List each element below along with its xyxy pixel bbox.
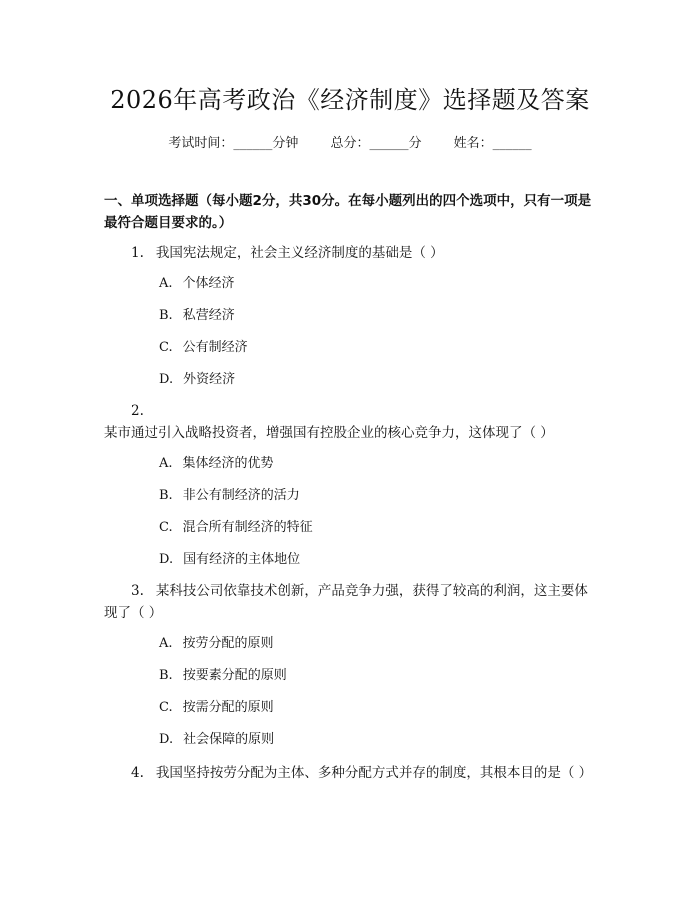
option-text: 个体经济	[182, 276, 235, 291]
question-stem: 我国坚持按劳分配为主体、多种分配方式并存的制度，其根本目的是（ ）	[155, 765, 593, 781]
question-2-option-d	[159, 550, 300, 570]
question-number: 1.	[131, 245, 144, 261]
option-text: 按劳分配的原则	[182, 636, 274, 651]
option-text: 按需分配的原则	[182, 700, 274, 715]
question-1-option-c	[159, 338, 248, 358]
question-stem: 某市通过引入战略投资者，增强国有控股企业的核心竞争力，这体现了（ ）	[104, 425, 554, 441]
question-1-option-b	[159, 306, 235, 326]
question-number: 3.	[131, 583, 144, 599]
total-score-field: 总分：______分	[330, 136, 422, 151]
question-3-option-b	[159, 666, 287, 686]
question-3	[104, 580, 600, 624]
question-4	[104, 762, 600, 784]
question-2-option-c	[159, 518, 313, 538]
option-letter: D.	[159, 372, 174, 387]
option-letter: D.	[159, 552, 174, 567]
option-letter: B.	[159, 308, 173, 323]
exam-time-field: 考试时间：______分钟	[168, 136, 299, 151]
question-number: 2.	[131, 403, 144, 419]
student-name-field: 姓名：______	[453, 136, 532, 151]
option-text: 私营经济	[182, 308, 235, 323]
option-letter: C.	[159, 700, 173, 715]
question-stem: 我国宪法规定，社会主义经济制度的基础是（ ）	[155, 245, 444, 261]
option-text: 社会保障的原则	[183, 732, 275, 747]
question-1-option-a	[159, 274, 235, 294]
option-text: 混合所有制经济的特征	[182, 520, 313, 535]
question-3-option-c	[159, 698, 274, 718]
option-text: 国有经济的主体地位	[183, 552, 301, 567]
option-letter: B.	[159, 668, 173, 683]
question-3-option-a	[159, 634, 274, 654]
option-letter: D.	[159, 732, 174, 747]
section-heading: 一、单项选择题（每小题2分，共30分。在每小题列出的四个选项中，只有一项是最符合题目要求的。）	[104, 193, 592, 231]
option-letter: C.	[159, 520, 173, 535]
question-1	[104, 242, 600, 264]
option-text: 按要素分配的原则	[182, 668, 287, 683]
question-2	[104, 400, 600, 444]
option-letter: A.	[159, 636, 173, 651]
option-text: 非公有制经济的活力	[182, 488, 300, 503]
question-number: 4.	[131, 765, 144, 781]
question-2-option-a	[159, 454, 274, 474]
option-text: 集体经济的优势	[182, 456, 274, 471]
option-letter: C.	[159, 340, 173, 355]
option-letter: B.	[159, 488, 173, 503]
question-2-option-b	[159, 486, 300, 506]
document-title: 2026年高考政治《经济制度》选择题及答案	[110, 86, 590, 114]
option-letter: A.	[159, 456, 173, 471]
question-3-option-d	[159, 730, 274, 750]
question-1-option-d	[159, 370, 235, 390]
option-text: 公有制经济	[182, 340, 248, 355]
option-text: 外资经济	[183, 372, 236, 387]
option-letter: A.	[159, 276, 173, 291]
question-stem: 某科技公司依靠技术创新，产品竞争力强，获得了较高的利润，这主要体现了（ ）	[104, 583, 588, 621]
exam-info-line	[0, 132, 700, 151]
